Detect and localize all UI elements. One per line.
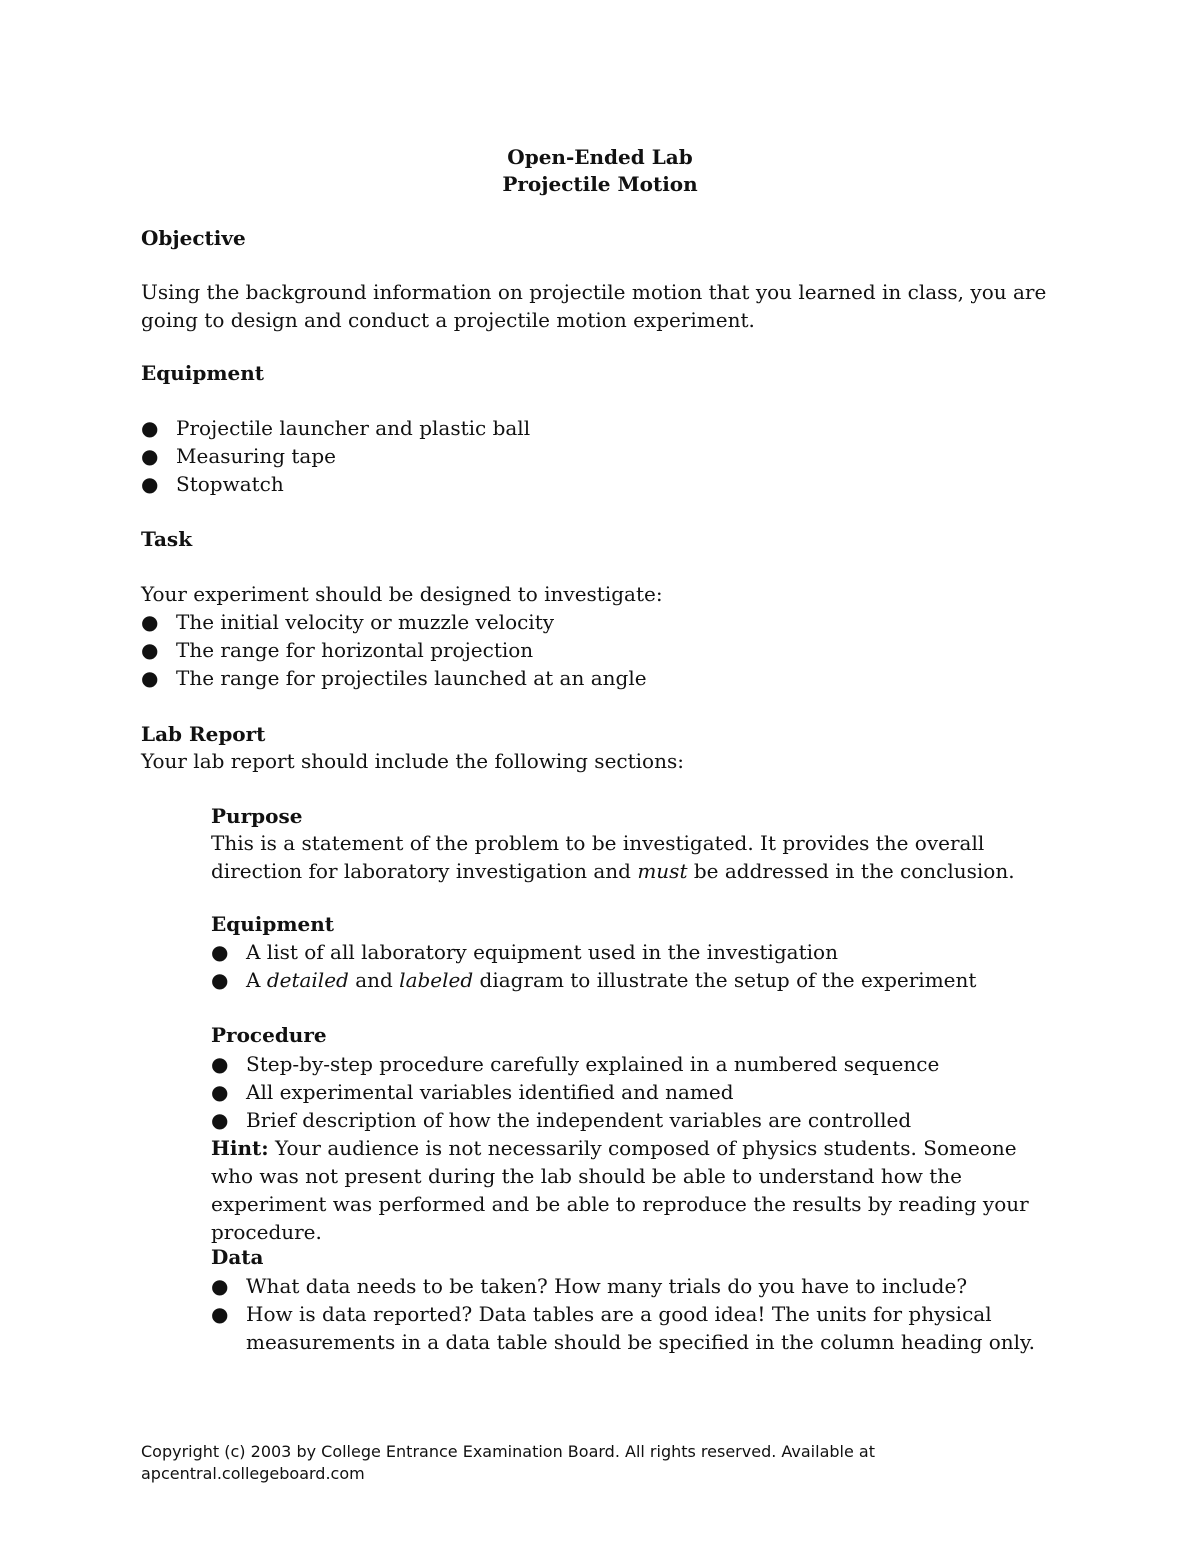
purpose-heading: Purpose (211, 804, 303, 828)
list-item: ● Brief description of how the independent variables are controlled (211, 1108, 912, 1132)
hint-label: Hint: (211, 1136, 269, 1160)
purpose-text: This is a statement of the problem to be investigated. It provides the overall direction for laboratory investigation and must be addressed in the conclusion. (211, 831, 1015, 883)
bullet-icon: ● (211, 1080, 229, 1104)
list-item: ● The initial velocity or muzzle velocity (141, 610, 555, 634)
bullet-icon: ● (141, 610, 159, 634)
list-item: ● How is data reported? Data tables are a good idea! The units for physical measurements in a data table should be specified in the column heading only. (211, 1302, 1036, 1354)
list-item: ● The range for projectiles launched at an angle (141, 666, 647, 690)
list-item: ● A list of all laboratory equipment used in the investigation (211, 940, 838, 964)
equipment-heading: Equipment (141, 361, 265, 385)
bullet-icon: ● (141, 638, 159, 662)
data-heading: Data (211, 1245, 264, 1269)
bullet-icon: ● (211, 968, 229, 992)
task-heading: Task (141, 527, 193, 551)
report-equipment-list (211, 938, 1061, 994)
list-item: ● The range for horizontal projection (141, 638, 534, 662)
list-item: ● What data needs to be taken? How many trials do you have to include? (211, 1274, 968, 1298)
document-subtitle: Projectile Motion (502, 172, 698, 196)
footer-line: Copyright (c) 2003 by College Entrance Examination Board. All rights reserved. Available at (141, 1442, 875, 1461)
list-item: ● All experimental variables identified and named (211, 1080, 734, 1104)
bullet-icon: ● (211, 1274, 229, 1298)
list-item: ● Stopwatch (141, 472, 284, 496)
list-item: ● A detailed and labeled diagram to illustrate the setup of the experiment (211, 968, 977, 992)
procedure-list (211, 1050, 1061, 1134)
lab-report-intro: Your lab report should include the following sections: (141, 749, 684, 773)
footer-link-text: apcentral.collegeboard.com (141, 1464, 365, 1483)
objective-heading: Objective (141, 226, 246, 250)
equipment-list (141, 414, 1061, 498)
bullet-icon: ● (211, 1302, 229, 1326)
bullet-icon: ● (211, 1108, 229, 1132)
report-equipment-heading: Equipment (211, 912, 335, 936)
bullet-icon: ● (141, 416, 159, 440)
bullet-icon: ● (211, 1052, 229, 1076)
document-title: Open-Ended Lab (507, 145, 693, 169)
procedure-heading: Procedure (211, 1023, 327, 1047)
procedure-hint: Hint: Your audience is not necessarily composed of physics students. Someone who was not present during the lab should be able to understand how the experiment was performed and be able to reproduce the results by reading your procedure. (211, 1136, 1029, 1244)
lab-report-heading: Lab Report (141, 722, 266, 746)
list-item: ● Measuring tape (141, 444, 336, 468)
bullet-icon: ● (141, 666, 159, 690)
emphasis: must (637, 859, 688, 883)
objective-text: Using the background information on projectile motion that you learned in class, you are going to design and conduct a projectile motion experiment. (141, 280, 1047, 332)
bullet-icon: ● (141, 444, 159, 468)
task-intro: Your experiment should be designed to investigate: (141, 582, 663, 606)
bullet-icon: ● (211, 940, 229, 964)
bullet-icon: ● (141, 472, 159, 496)
task-list (141, 608, 1061, 692)
list-item: ● Step-by-step procedure carefully explained in a numbered sequence (211, 1052, 940, 1076)
data-list (211, 1272, 1061, 1356)
copyright-footer (141, 1441, 1041, 1485)
list-item: ● Projectile launcher and plastic ball (141, 416, 531, 440)
